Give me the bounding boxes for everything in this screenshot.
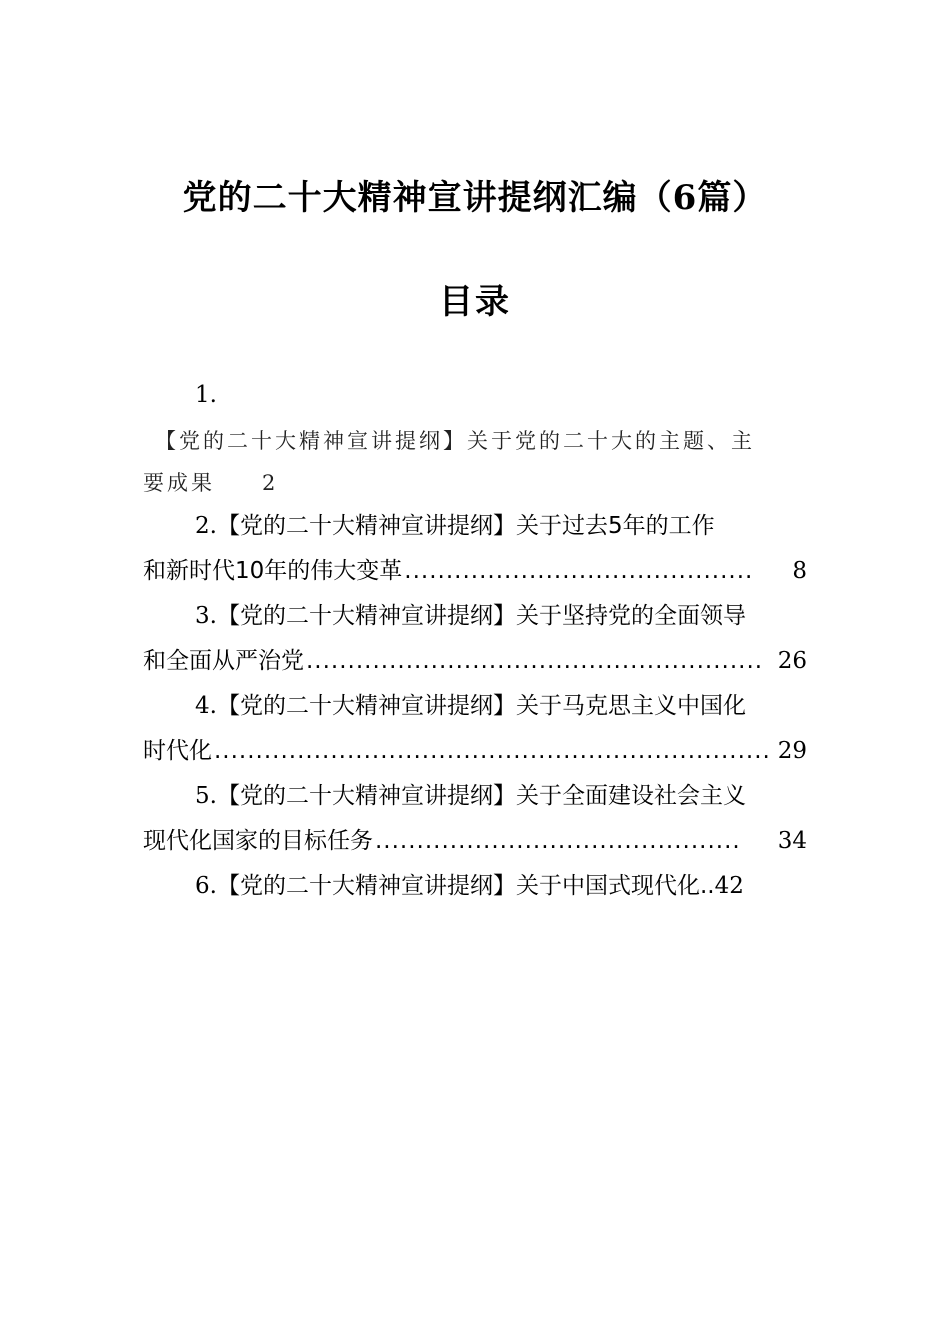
toc-entry-2[interactable] <box>143 504 807 594</box>
toc-entry-number: 3. <box>195 603 217 629</box>
document-title: 党的二十大精神宣讲提纲汇编（6篇） <box>182 178 768 218</box>
toc-entry-line2 <box>143 729 807 774</box>
toc-entry-4[interactable] <box>143 684 807 774</box>
toc-entry-page: 8 <box>792 558 807 584</box>
toc-entry-3[interactable] <box>143 594 807 684</box>
toc-dot-leader: ....................................................... <box>306 648 764 674</box>
toc-entry-title-line2-text: 要成果 <box>143 471 215 495</box>
toc-dot-leader: ................................................................... <box>214 738 771 764</box>
toc-dot-leader: ............................................ <box>375 828 741 854</box>
toc-entry-page: 2 <box>261 471 279 495</box>
toc-entry-title-line2: 和全面从严治党 <box>143 648 304 674</box>
toc-entry-title-line1: 【党的二十大精神宣讲提纲】关于中国式现代化 <box>216 873 700 899</box>
toc-entry-line2 <box>143 549 807 594</box>
toc-entry-number: 1. <box>195 382 217 408</box>
toc-entry-title-line1: 【党的二十大精神宣讲提纲】关于党的二十大的主题、主 <box>155 429 755 453</box>
toc-entry-line1 <box>143 774 807 819</box>
toc-entry-number: 4. <box>195 693 217 719</box>
toc-entry-title-line1: 【党的二十大精神宣讲提纲】关于坚持党的全面领导 <box>216 603 746 629</box>
toc-dot-leader: .. <box>699 873 715 899</box>
toc-entry-title-line1: 【党的二十大精神宣讲提纲】关于马克思主义中国化 <box>216 693 746 719</box>
toc-entry-number: 5. <box>195 783 217 809</box>
toc-entry-line2 <box>143 639 807 684</box>
toc-entry-5[interactable] <box>143 774 807 864</box>
toc-heading: 目录 <box>439 282 511 322</box>
toc-entry-title-line1: 【党的二十大精神宣讲提纲】关于过去5年的工作 <box>216 513 715 539</box>
toc-entry-6[interactable] <box>143 864 807 909</box>
toc-entry-line1 <box>143 864 807 909</box>
toc-entry-line1 <box>143 684 807 729</box>
table-of-contents <box>143 370 807 909</box>
toc-entry-number: 6. <box>195 873 217 899</box>
toc-entry-number: 2. <box>195 513 217 539</box>
toc-entry-page: 34 <box>777 828 807 854</box>
toc-entry-page: 42 <box>714 873 744 899</box>
toc-entry-title-line2: 时代化 <box>143 738 212 764</box>
toc-dot-leader: .......................................... <box>404 558 754 584</box>
toc-entry-title-line2: 现代化国家的目标任务 <box>143 828 373 854</box>
toc-entry-1[interactable] <box>143 370 807 504</box>
toc-entry-line2 <box>143 819 807 864</box>
toc-entry-title-line2: 和新时代10年的伟大变革 <box>143 558 403 584</box>
toc-entry-title-line2 <box>143 462 807 504</box>
toc-entry-page: 26 <box>777 648 807 674</box>
toc-entry-page: 29 <box>777 738 807 764</box>
toc-entry-line1 <box>143 504 807 549</box>
toc-entry-line1 <box>143 594 807 639</box>
toc-entry-title-line1: 【党的二十大精神宣讲提纲】关于全面建设社会主义 <box>216 783 746 809</box>
